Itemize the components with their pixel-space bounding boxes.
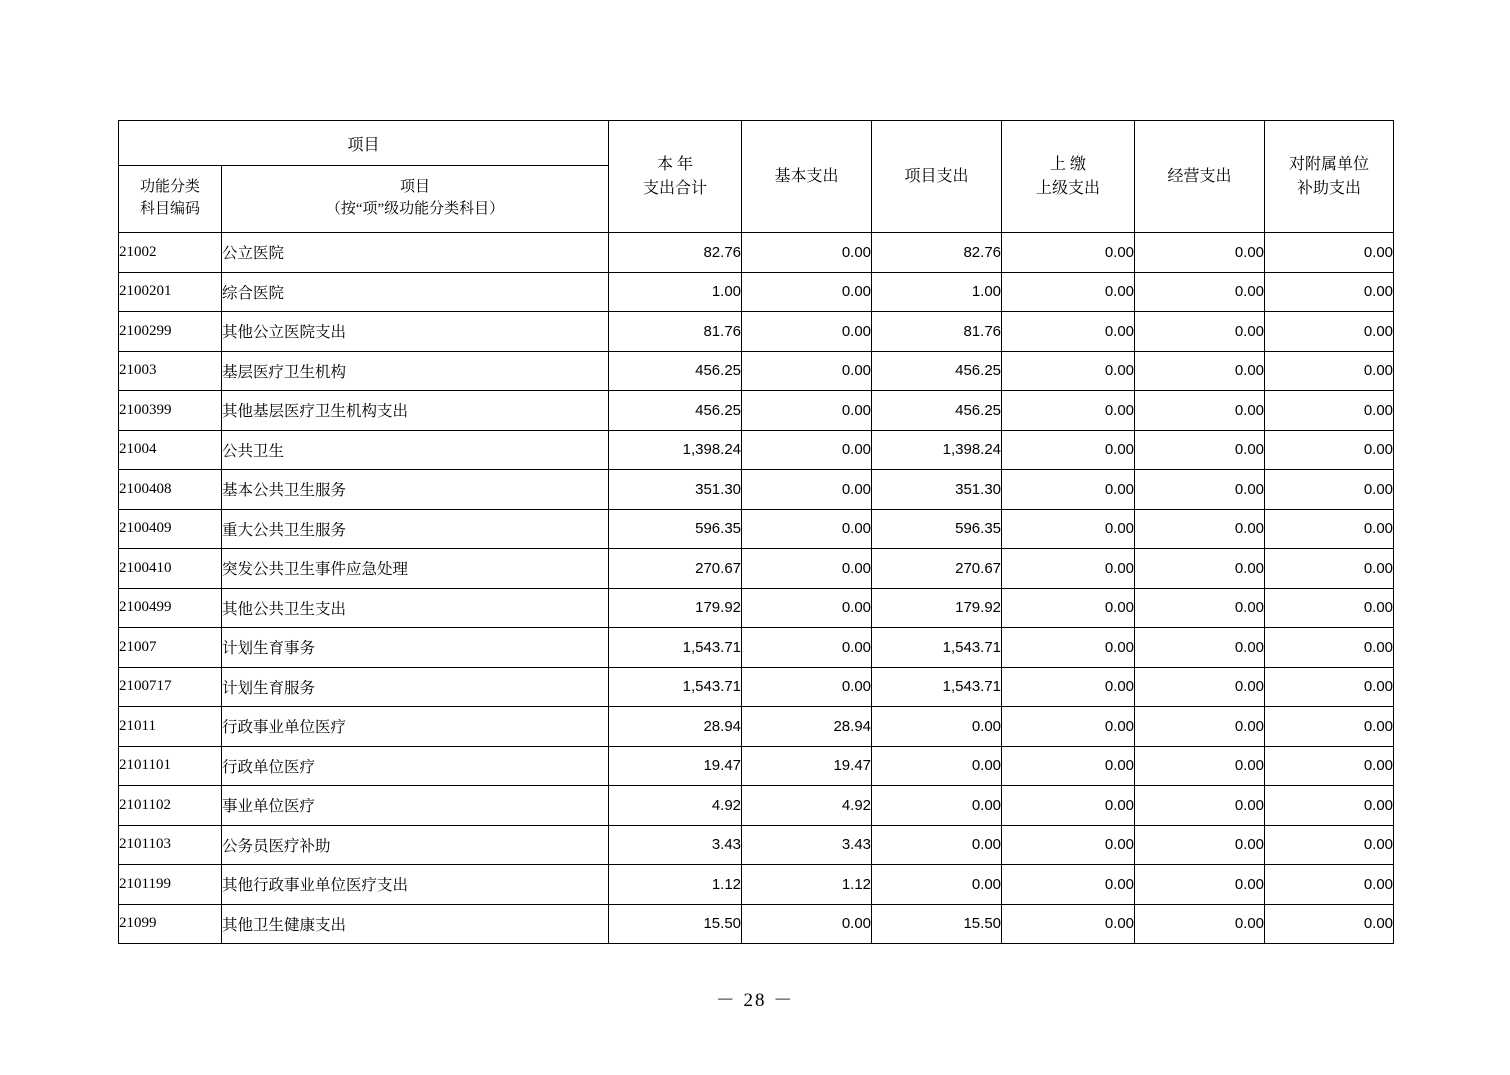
row-project: 1,543.71 (872, 667, 1002, 707)
row-code: 21002 (119, 233, 222, 273)
row-total: 351.30 (609, 470, 742, 510)
row-subsidy: 0.00 (1265, 588, 1394, 628)
row-operating: 0.00 (1135, 865, 1265, 905)
row-code: 2101103 (119, 825, 222, 865)
row-upper: 0.00 (1002, 351, 1135, 391)
row-basic: 3.43 (742, 825, 872, 865)
table-row (119, 470, 1394, 510)
row-upper: 0.00 (1002, 391, 1135, 431)
row-subsidy: 0.00 (1265, 509, 1394, 549)
row-code: 21007 (119, 628, 222, 668)
row-name: 重大公共卫生服务 (222, 509, 609, 549)
row-operating: 0.00 (1135, 786, 1265, 826)
row-project: 596.35 (872, 509, 1002, 549)
row-subsidy: 0.00 (1265, 628, 1394, 668)
row-upper: 0.00 (1002, 509, 1135, 549)
row-upper: 0.00 (1002, 825, 1135, 865)
row-code: 2101102 (119, 786, 222, 826)
row-code: 2100409 (119, 509, 222, 549)
table-row (119, 667, 1394, 707)
row-upper: 0.00 (1002, 233, 1135, 273)
table-row (119, 904, 1394, 944)
row-code: 21004 (119, 430, 222, 470)
row-basic: 0.00 (742, 470, 872, 510)
row-operating: 0.00 (1135, 549, 1265, 589)
row-subsidy: 0.00 (1265, 904, 1394, 944)
row-basic: 0.00 (742, 233, 872, 273)
row-name: 综合医院 (222, 272, 609, 312)
table-row (119, 786, 1394, 826)
row-operating: 0.00 (1135, 509, 1265, 549)
row-upper: 0.00 (1002, 430, 1135, 470)
row-name: 公共卫生 (222, 430, 609, 470)
header-subsidy-line1: 对附属单位 (1289, 155, 1370, 173)
row-name: 计划生育事务 (222, 628, 609, 668)
row-basic: 0.00 (742, 904, 872, 944)
header-operating-expenditure: 经营支出 (1135, 121, 1265, 233)
row-total: 456.25 (609, 391, 742, 431)
row-operating: 0.00 (1135, 707, 1265, 747)
row-basic: 0.00 (742, 667, 872, 707)
row-subsidy: 0.00 (1265, 667, 1394, 707)
row-project: 1,543.71 (872, 628, 1002, 668)
row-upper: 0.00 (1002, 312, 1135, 352)
table-header (119, 121, 1394, 233)
row-basic: 0.00 (742, 549, 872, 589)
row-operating: 0.00 (1135, 351, 1265, 391)
header-upper-line2: 上级支出 (1036, 179, 1101, 197)
row-upper: 0.00 (1002, 588, 1135, 628)
row-name: 其他基层医疗卫生机构支出 (222, 391, 609, 431)
row-subsidy: 0.00 (1265, 470, 1394, 510)
row-total: 15.50 (609, 904, 742, 944)
row-project: 1.00 (872, 272, 1002, 312)
row-code: 2100299 (119, 312, 222, 352)
row-subsidy: 0.00 (1265, 351, 1394, 391)
row-upper: 0.00 (1002, 667, 1135, 707)
row-project: 456.25 (872, 391, 1002, 431)
row-total: 28.94 (609, 707, 742, 747)
row-code: 2100408 (119, 470, 222, 510)
header-project-name-line2: （按“项”级功能分类科目） (325, 201, 505, 217)
row-code: 21011 (119, 707, 222, 747)
row-project: 15.50 (872, 904, 1002, 944)
row-subsidy: 0.00 (1265, 825, 1394, 865)
table-row (119, 628, 1394, 668)
row-operating: 0.00 (1135, 628, 1265, 668)
row-subsidy: 0.00 (1265, 865, 1394, 905)
row-upper: 0.00 (1002, 628, 1135, 668)
table-row (119, 588, 1394, 628)
row-total: 81.76 (609, 312, 742, 352)
row-total: 1.12 (609, 865, 742, 905)
row-upper: 0.00 (1002, 272, 1135, 312)
row-code: 2100499 (119, 588, 222, 628)
table-row (119, 312, 1394, 352)
header-total-expenditure (609, 121, 742, 233)
row-basic: 0.00 (742, 272, 872, 312)
table-row (119, 509, 1394, 549)
row-upper: 0.00 (1002, 786, 1135, 826)
row-upper: 0.00 (1002, 549, 1135, 589)
row-total: 179.92 (609, 588, 742, 628)
header-basic-expenditure: 基本支出 (742, 121, 872, 233)
header-upper-level-expenditure (1002, 121, 1135, 233)
row-operating: 0.00 (1135, 391, 1265, 431)
table-row (119, 391, 1394, 431)
row-basic: 0.00 (742, 509, 872, 549)
document-page (118, 120, 1393, 944)
row-project: 0.00 (872, 825, 1002, 865)
row-upper: 0.00 (1002, 746, 1135, 786)
row-operating: 0.00 (1135, 233, 1265, 273)
header-project-expenditure: 项目支出 (872, 121, 1002, 233)
row-code: 2100717 (119, 667, 222, 707)
table-row (119, 549, 1394, 589)
table-row (119, 233, 1394, 273)
row-subsidy: 0.00 (1265, 786, 1394, 826)
header-function-code-line1: 功能分类 (139, 179, 200, 196)
row-name: 其他公共卫生支出 (222, 588, 609, 628)
row-code: 2100399 (119, 391, 222, 431)
row-project: 351.30 (872, 470, 1002, 510)
row-basic: 1.12 (742, 865, 872, 905)
row-subsidy: 0.00 (1265, 746, 1394, 786)
row-project: 270.67 (872, 549, 1002, 589)
row-project: 0.00 (872, 746, 1002, 786)
row-name: 行政单位医疗 (222, 746, 609, 786)
row-operating: 0.00 (1135, 430, 1265, 470)
row-name: 突发公共卫生事件应急处理 (222, 549, 609, 589)
row-basic: 0.00 (742, 588, 872, 628)
row-name: 基本公共卫生服务 (222, 470, 609, 510)
header-subsidy-line2: 补助支出 (1297, 179, 1362, 197)
row-basic: 19.47 (742, 746, 872, 786)
row-name: 行政事业单位医疗 (222, 707, 609, 747)
row-subsidy: 0.00 (1265, 430, 1394, 470)
row-total: 1,543.71 (609, 628, 742, 668)
row-project: 179.92 (872, 588, 1002, 628)
row-operating: 0.00 (1135, 272, 1265, 312)
row-code: 21003 (119, 351, 222, 391)
row-total: 270.67 (609, 549, 742, 589)
row-code: 2101199 (119, 865, 222, 905)
row-upper: 0.00 (1002, 470, 1135, 510)
row-basic: 28.94 (742, 707, 872, 747)
row-operating: 0.00 (1135, 667, 1265, 707)
row-total: 3.43 (609, 825, 742, 865)
row-operating: 0.00 (1135, 470, 1265, 510)
row-project: 1,398.24 (872, 430, 1002, 470)
row-total: 4.92 (609, 786, 742, 826)
table-row (119, 430, 1394, 470)
row-total: 1,543.71 (609, 667, 742, 707)
row-upper: 0.00 (1002, 707, 1135, 747)
row-total: 596.35 (609, 509, 742, 549)
row-name: 事业单位医疗 (222, 786, 609, 826)
row-code: 2100201 (119, 272, 222, 312)
header-project-name (222, 166, 609, 233)
table-row (119, 865, 1394, 905)
row-total: 19.47 (609, 746, 742, 786)
row-project: 0.00 (872, 865, 1002, 905)
header-function-code-line2: 科目编码 (139, 201, 200, 217)
row-name: 公立医院 (222, 233, 609, 273)
row-basic: 0.00 (742, 351, 872, 391)
row-project: 81.76 (872, 312, 1002, 352)
row-basic: 4.92 (742, 786, 872, 826)
row-operating: 0.00 (1135, 904, 1265, 944)
table-body (119, 233, 1394, 944)
table-row (119, 272, 1394, 312)
header-upper-line1: 上 缴 (1050, 155, 1087, 173)
row-name: 公务员医疗补助 (222, 825, 609, 865)
header-total-line1: 本 年 (657, 155, 694, 173)
row-total: 82.76 (609, 233, 742, 273)
row-name: 基层医疗卫生机构 (222, 351, 609, 391)
row-code: 21099 (119, 904, 222, 944)
row-subsidy: 0.00 (1265, 707, 1394, 747)
header-function-code (119, 166, 222, 233)
page-footer: － 28 － (715, 990, 795, 1011)
budget-expenditure-table (118, 120, 1394, 944)
row-operating: 0.00 (1135, 825, 1265, 865)
table-row (119, 351, 1394, 391)
row-total: 1.00 (609, 272, 742, 312)
row-project: 82.76 (872, 233, 1002, 273)
row-name: 其他公立医院支出 (222, 312, 609, 352)
row-total: 1,398.24 (609, 430, 742, 470)
row-subsidy: 0.00 (1265, 312, 1394, 352)
row-code: 2100410 (119, 549, 222, 589)
row-operating: 0.00 (1135, 312, 1265, 352)
header-project-name-line1: 项目 (400, 179, 431, 196)
header-total-line2: 支出合计 (643, 179, 708, 197)
row-name: 计划生育服务 (222, 667, 609, 707)
row-name: 其他卫生健康支出 (222, 904, 609, 944)
row-subsidy: 0.00 (1265, 391, 1394, 431)
row-subsidy: 0.00 (1265, 272, 1394, 312)
row-basic: 0.00 (742, 430, 872, 470)
row-project: 0.00 (872, 786, 1002, 826)
table-row (119, 707, 1394, 747)
header-subsidy-expenditure (1265, 121, 1394, 233)
row-code: 2101101 (119, 746, 222, 786)
table-row (119, 825, 1394, 865)
header-group-project: 项目 (119, 121, 609, 166)
row-upper: 0.00 (1002, 865, 1135, 905)
row-upper: 0.00 (1002, 904, 1135, 944)
row-name: 其他行政事业单位医疗支出 (222, 865, 609, 905)
row-basic: 0.00 (742, 312, 872, 352)
row-operating: 0.00 (1135, 588, 1265, 628)
row-total: 456.25 (609, 351, 742, 391)
row-basic: 0.00 (742, 391, 872, 431)
table-row (119, 746, 1394, 786)
row-project: 456.25 (872, 351, 1002, 391)
row-operating: 0.00 (1135, 746, 1265, 786)
row-project: 0.00 (872, 707, 1002, 747)
row-subsidy: 0.00 (1265, 233, 1394, 273)
row-subsidy: 0.00 (1265, 549, 1394, 589)
row-basic: 0.00 (742, 628, 872, 668)
